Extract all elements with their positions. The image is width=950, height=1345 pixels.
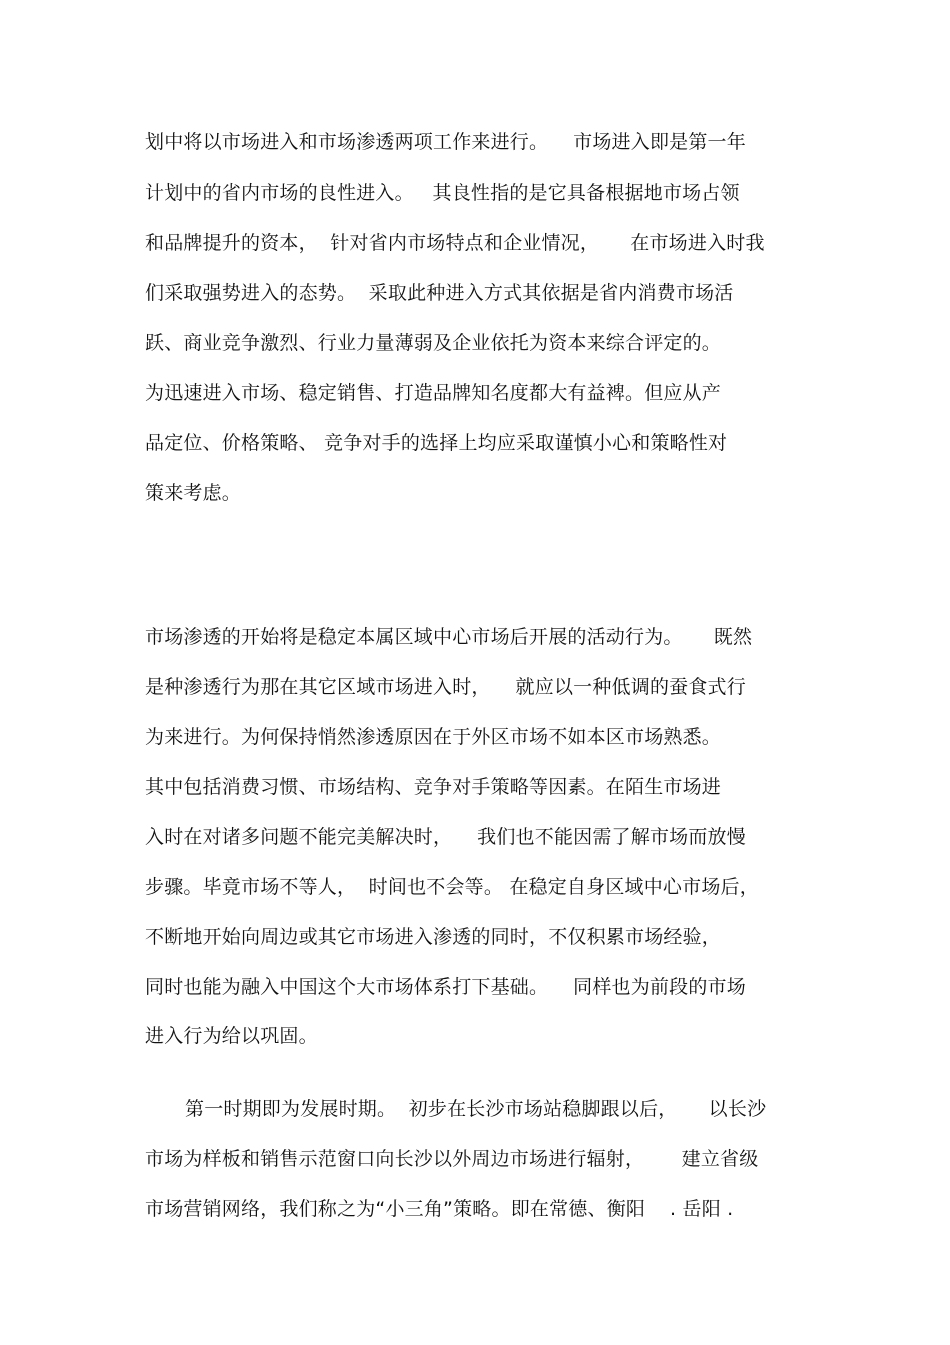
paragraph-1-line-6: 为迅速进入市场、稳定销售、打造品牌知名度都大有益裨。但应从产 xyxy=(145,382,722,404)
paragraph-3-line-3: 市场营销网络，我们称之为“小三角”策略。即在常德、衡阳 . 岳阳 . xyxy=(145,1198,734,1220)
paragraph-1-line-5: 跃、商业竞争激烈、行业力量薄弱及企业依托为资本来综合评定的。 xyxy=(145,332,722,354)
paragraph-2-line-5: 入时在对诸多问题不能完美解决时， 我们也不能因需了解市场而放慢 xyxy=(145,826,746,848)
paragraph-1-line-2: 计划中的省内市场的良性进入。 其良性指的是它具备根据地市场占领 xyxy=(145,182,740,204)
paragraph-3-line-1: 第一时期即为发展时期。 初步在长沙市场站稳脚跟以后， 以长沙 xyxy=(185,1098,767,1120)
paragraph-2-line-4: 其中包括消费习惯、市场结构、竞争对手策略等因素。在陌生市场进 xyxy=(145,776,722,798)
paragraph-2-line-1: 市场渗透的开始将是稳定本属区域中心市场后开展的活动行为。 既然 xyxy=(145,626,753,648)
paragraph-1-line-1: 划中将以市场进入和市场渗透两项工作来进行。 市场进入即是第一年 xyxy=(145,131,746,153)
paragraph-2-line-8: 同时也能为融入中国这个大市场体系打下基础。 同样也为前段的市场 xyxy=(145,976,746,998)
paragraph-1-line-4: 们采取强势进入的态势。 采取此种进入方式其依据是省内消费市场活 xyxy=(145,282,734,304)
paragraph-3-line-2: 市场为样板和销售示范窗口向长沙以外周边市场进行辐射， 建立省级 xyxy=(145,1148,759,1170)
paragraph-2-line-9: 进入行为给以巩固。 xyxy=(145,1025,318,1047)
paragraph-2-line-6: 步骤。毕竟市场不等人， 时间也不会等。 在稳定自身区域中心市场后， xyxy=(145,876,759,898)
paragraph-2-line-2: 是种渗透行为那在其它区域市场进入时， 就应以一种低调的蚕食式行 xyxy=(145,676,746,698)
paragraph-2-line-7: 不断地开始向周边或其它市场进入渗透的同时，不仅积累市场经验， xyxy=(145,926,722,948)
paragraph-2-line-3: 为来进行。为何保持悄然渗透原因在于外区市场不如本区市场熟悉。 xyxy=(145,726,722,748)
paragraph-1-line-7: 品定位、价格策略、 竞争对手的选择上均应采取谨慎小心和策略性对 xyxy=(145,432,728,454)
paragraph-1-line-8: 策来考虑。 xyxy=(145,482,242,504)
paragraph-1-line-3: 和品牌提升的资本， 针对省内市场特点和企业情况， 在市场进入时我 xyxy=(145,232,765,254)
